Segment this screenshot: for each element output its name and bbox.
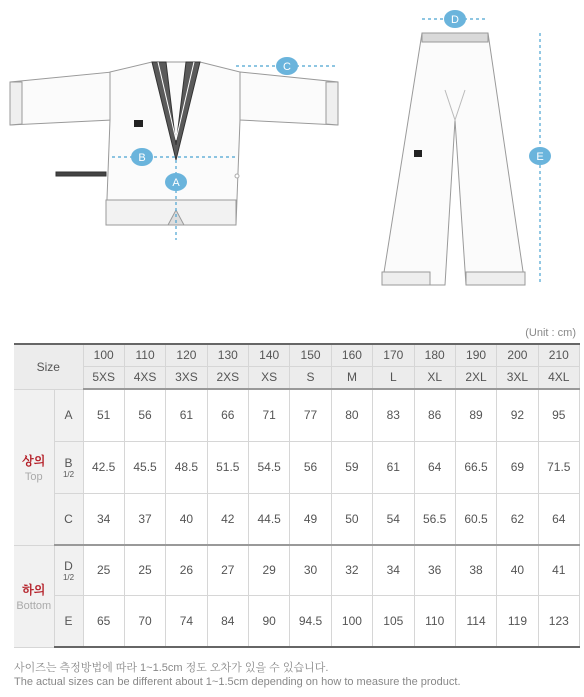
table-cell: 34: [373, 545, 414, 595]
svg-text:A: A: [172, 177, 180, 189]
measurement-label: [54, 545, 83, 595]
table-cell: 25: [124, 545, 165, 595]
measurement-label: [54, 595, 83, 647]
size-number: 170: [373, 344, 414, 366]
size-code: XS: [249, 366, 290, 389]
size-number: 150: [290, 344, 331, 366]
table-cell: 54.5: [249, 441, 290, 493]
size-code: XL: [414, 366, 455, 389]
measurement-label: [54, 493, 83, 545]
table-row: [14, 441, 580, 493]
table-cell: 84: [207, 595, 248, 647]
size-chart-table: [14, 343, 580, 648]
group-label-korean: 하의: [22, 582, 46, 597]
size-number: 100: [83, 344, 124, 366]
table-cell: 56: [124, 389, 165, 441]
table-cell: 69: [497, 441, 538, 493]
table-cell: 56.5: [414, 493, 455, 545]
table-cell: 61: [373, 441, 414, 493]
badge-b: [131, 148, 153, 166]
table-cell: 66.5: [455, 441, 496, 493]
badge-e: [529, 147, 551, 165]
size-number: 210: [538, 344, 579, 366]
table-cell: 123: [538, 595, 579, 647]
table-row: [14, 545, 580, 595]
table-cell: 51: [83, 389, 124, 441]
table-cell: 105: [373, 595, 414, 647]
size-code: M: [331, 366, 372, 389]
table-cell: 95: [538, 389, 579, 441]
table-cell: 62: [497, 493, 538, 545]
table-cell: 110: [414, 595, 455, 647]
size-code: S: [290, 366, 331, 389]
table-cell: 41: [538, 545, 579, 595]
table-cell: 37: [124, 493, 165, 545]
size-number: 180: [414, 344, 455, 366]
pants-illustration: [382, 33, 525, 285]
measurement-label: [54, 389, 83, 441]
table-cell: 66: [207, 389, 248, 441]
table-cell: 64: [414, 441, 455, 493]
badge-d: [444, 10, 466, 28]
size-code-row: [14, 366, 580, 389]
table-row: [14, 595, 580, 647]
table-cell: 64: [538, 493, 579, 545]
table-cell: 30: [290, 545, 331, 595]
table-cell: 71.5: [538, 441, 579, 493]
size-number: 120: [166, 344, 207, 366]
badge-c: [276, 57, 298, 75]
table-cell: 89: [455, 389, 496, 441]
svg-text:E: E: [536, 151, 544, 163]
size-code: 4XS: [124, 366, 165, 389]
table-cell: 71: [249, 389, 290, 441]
table-cell: 27: [207, 545, 248, 595]
table-cell: 114: [455, 595, 496, 647]
jacket-illustration: [10, 62, 338, 225]
table-cell: 65: [83, 595, 124, 647]
table-cell: 83: [373, 389, 414, 441]
table-cell: 90: [249, 595, 290, 647]
size-code: 4XL: [538, 366, 579, 389]
measurement-letter: C: [64, 511, 73, 526]
note-korean: 사이즈는 측정방법에 따라 1~1.5cm 정도 오차가 있을 수 있습니다.: [14, 662, 329, 674]
group-label-english: Top: [24, 470, 43, 483]
measurement-letter: B: [64, 455, 73, 470]
size-number: 110: [124, 344, 165, 366]
size-number: 140: [249, 344, 290, 366]
table-cell: 77: [290, 389, 331, 441]
table-cell: 92: [497, 389, 538, 441]
size-number: 130: [207, 344, 248, 366]
table-cell: 32: [331, 545, 372, 595]
table-row: [14, 389, 580, 441]
table-cell: 60.5: [455, 493, 496, 545]
measurement-half-note: 1/2: [62, 469, 75, 479]
table-cell: 100: [331, 595, 372, 647]
table-cell: 26: [166, 545, 207, 595]
table-cell: 74: [166, 595, 207, 647]
size-number: 190: [455, 344, 496, 366]
table-cell: 50: [331, 493, 372, 545]
table-cell: 119: [497, 595, 538, 647]
svg-text:D: D: [451, 14, 459, 26]
measurement-letter: D: [64, 558, 73, 573]
group-label-top: [14, 389, 54, 545]
table-cell: 29: [249, 545, 290, 595]
table-cell: 38: [455, 545, 496, 595]
measurement-letter: A: [64, 408, 73, 422]
measurement-label: [54, 441, 83, 493]
note-english: The actual sizes can be different about 1~1.5cm depending on how to measure the product.: [14, 676, 461, 688]
table-cell: 48.5: [166, 441, 207, 493]
table-cell: 59: [331, 441, 372, 493]
size-number: 160: [331, 344, 372, 366]
table-cell: 70: [124, 595, 165, 647]
group-label-bottom: [14, 545, 54, 647]
group-label-english: Bottom: [16, 599, 52, 612]
size-header-label: Size: [14, 344, 83, 389]
measurement-half-note: 1/2: [62, 572, 75, 582]
table-cell: 42.5: [83, 441, 124, 493]
table-cell: 40: [166, 493, 207, 545]
size-code: 5XS: [83, 366, 124, 389]
table-cell: 86: [414, 389, 455, 441]
measurement-letter: E: [64, 613, 73, 628]
unit-label: (Unit : cm): [525, 327, 576, 339]
size-code: 2XS: [207, 366, 248, 389]
group-label-korean: 상의: [22, 453, 46, 468]
size-code: 3XS: [166, 366, 207, 389]
table-cell: 49: [290, 493, 331, 545]
svg-text:B: B: [138, 152, 146, 164]
badge-a: [165, 173, 187, 191]
table-row: [14, 493, 580, 545]
table-cell: 56: [290, 441, 331, 493]
table-cell: 61: [166, 389, 207, 441]
size-code: 3XL: [497, 366, 538, 389]
size-header-row: [14, 344, 580, 366]
size-code: L: [373, 366, 414, 389]
table-cell: 51.5: [207, 441, 248, 493]
table-cell: 54: [373, 493, 414, 545]
size-number: 200: [497, 344, 538, 366]
table-cell: 44.5: [249, 493, 290, 545]
table-cell: 42: [207, 493, 248, 545]
uniform-diagram: [0, 0, 584, 300]
size-code: 2XL: [455, 366, 496, 389]
svg-text:C: C: [283, 61, 291, 73]
table-cell: 45.5: [124, 441, 165, 493]
table-cell: 36: [414, 545, 455, 595]
table-cell: 94.5: [290, 595, 331, 647]
table-cell: 25: [83, 545, 124, 595]
table-cell: 40: [497, 545, 538, 595]
table-cell: 34: [83, 493, 124, 545]
table-cell: 80: [331, 389, 372, 441]
